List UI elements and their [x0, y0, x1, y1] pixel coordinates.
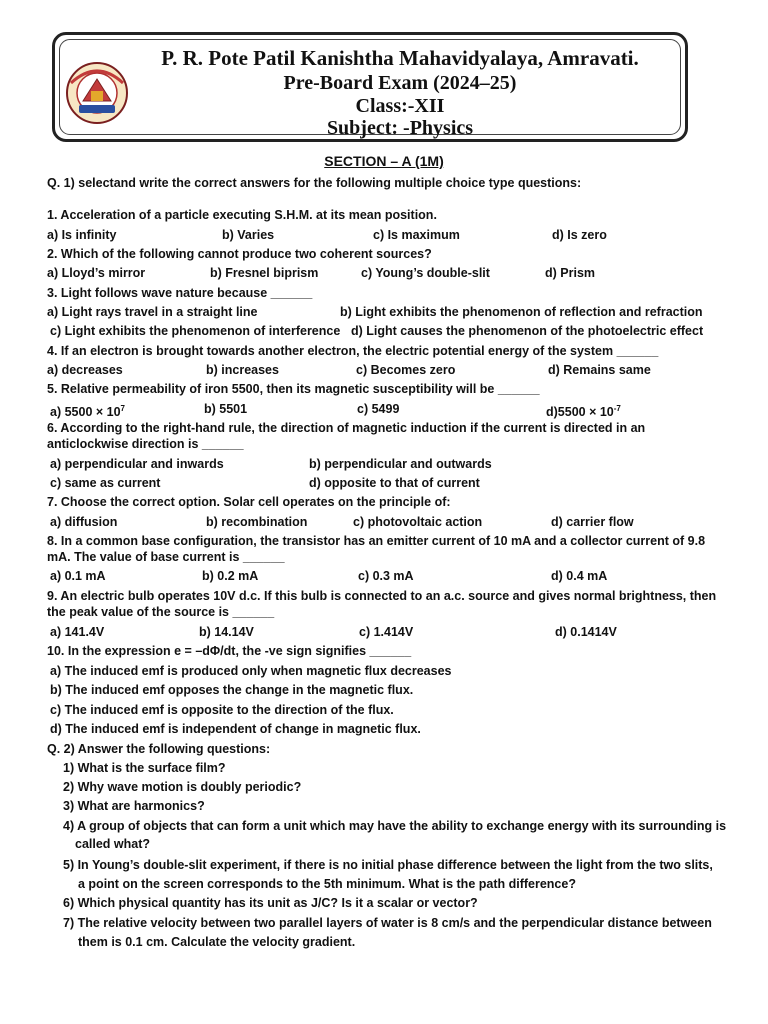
exam-title: Pre-Board Exam (2024–25) [283, 72, 517, 94]
q7-option-a: a) diffusion [50, 515, 118, 529]
q5-option-d-exponent: -7 [613, 404, 621, 413]
q7-option-d: d) carrier flow [551, 515, 634, 529]
section-title: SECTION – A (1M) [324, 153, 444, 169]
q1-option-b: b) Varies [222, 228, 275, 242]
question-7: 7. Choose the correct option. Solar cell operates on the principle of: [47, 495, 451, 509]
q1-option-d: d) Is zero [552, 228, 607, 242]
q5-option-a [50, 401, 125, 420]
q1-option-c: c) Is maximum [373, 228, 460, 242]
q6-option-b: b) perpendicular and outwards [309, 457, 492, 471]
question-1: 1. Acceleration of a particle executing S.H.M. at its mean position. [47, 208, 437, 222]
q2-item-1: 1) What is the surface film? [63, 761, 226, 775]
subject-label: Subject: -Physics [326, 117, 474, 139]
q1-option-a: a) Is infinity [47, 228, 117, 242]
q2-item-4-cont: called what? [75, 837, 151, 851]
q2-item-5-cont: a point on the screen corresponds to the 5th minimum. What is the path difference? [78, 877, 576, 891]
q3-option-a: a) Light rays travel in a straight line [47, 305, 258, 319]
q3-option-b: b) Light exhibits the phenomenon of reflection and refraction [340, 305, 703, 319]
q6-option-c: c) same as current [50, 476, 161, 490]
q6-option-d: d) opposite to that of current [309, 476, 480, 490]
q8-option-c: c) 0.3 mA [358, 569, 414, 583]
question-9-cont: the peak value of the source is ______ [47, 605, 275, 619]
q2-item-7: 7) The relative velocity between two parallel layers of water is 8 cm/s and the perpendicular distance between [63, 916, 712, 930]
q2-item-6: 6) Which physical quantity has its unit as J/C? Is it a scalar or vector? [63, 896, 478, 910]
q5-option-a-exponent: 7 [120, 404, 125, 413]
q2-option-d: d) Prism [545, 266, 596, 280]
q7-option-c: c) photovoltaic action [353, 515, 483, 529]
q2-item-3: 3) What are harmonics? [63, 799, 205, 813]
q8-option-b: b) 0.2 mA [202, 569, 259, 583]
q9-option-c: c) 1.414V [359, 625, 414, 639]
q10-option-b: b) The induced emf opposes the change in the magnetic flux. [50, 683, 414, 697]
question-4: 4. If an electron is brought towards another electron, the electric potential energy of the system ______ [47, 344, 659, 358]
question-8: 8. In a common base configuration, the transistor has an emitter current of 10 mA and a collector current of 9.8 [47, 534, 706, 548]
q4-option-a: a) decreases [47, 363, 123, 377]
q10-option-a: a) The induced emf is produced only when magnetic flux decreases [50, 664, 452, 678]
question-5: 5. Relative permeability of iron 5500, then its magnetic susceptibility will be ______ [47, 382, 540, 396]
q10-option-c: c) The induced emf is opposite to the direction of the flux. [50, 703, 394, 717]
q4-option-d: d) Remains same [548, 363, 651, 377]
question-6: 6. According to the right-hand rule, the direction of magnetic induction if the current is directed in an [47, 421, 646, 435]
school-name: P. R. Pote Patil Kanishtha Mahavidyalaya, Amravati. [161, 46, 639, 70]
question-8-cont: mA. The value of base current is ______ [47, 550, 285, 564]
q9-option-b: b) 14.14V [199, 625, 254, 639]
q2-item-4: 4) A group of objects that can form a unit which may have the ability to exchange energy with its surrounding is [63, 819, 727, 833]
q2-option-c: c) Young’s double-slit [361, 266, 490, 280]
class-label: Class:-XII [355, 95, 445, 117]
q4-option-b: b) increases [206, 363, 279, 377]
q6-option-a: a) perpendicular and inwards [50, 457, 224, 471]
q9-option-a: a) 141.4V [50, 625, 105, 639]
q5-option-c: c) 5499 [357, 402, 400, 416]
q5-option-d [546, 401, 621, 420]
question-9: 9. An electric bulb operates 10V d.c. If this bulb is connected to an a.c. source and gives normal brightness, then [47, 589, 717, 603]
q7-option-b: b) recombination [206, 515, 308, 529]
q2-option-a: a) Lloyd’s mirror [47, 266, 146, 280]
q3-option-c: c) Light exhibits the phenomenon of interference [50, 324, 341, 338]
q2-option-b: b) Fresnel biprism [210, 266, 319, 280]
q2-item-5: 5) In Young’s double-slit experiment, if there is no initial phase difference between the light from the two slits, [63, 858, 713, 872]
q2-instruction: Q. 2) Answer the following questions: [47, 742, 271, 756]
header-box [52, 32, 688, 142]
question-10: 10. In the expression e = –dΦ/dt, the -ve sign signifies ______ [47, 644, 412, 658]
q2-item-2: 2) Why wave motion is doubly periodic? [63, 780, 302, 794]
question-3: 3. Light follows wave nature because ______ [47, 286, 313, 300]
q5-option-b: b) 5501 [204, 402, 248, 416]
q8-option-a: a) 0.1 mA [50, 569, 106, 583]
question-2: 2. Which of the following cannot produce two coherent sources? [47, 247, 432, 261]
q1-instruction: Q. 1) selectand write the correct answers for the following multiple choice type questions: [47, 176, 582, 190]
q2-item-7-cont: them is 0.1 cm. Calculate the velocity gradient. [78, 935, 356, 949]
q5-option-d-text: d)5500 × 10 [546, 405, 614, 419]
q4-option-c: c) Becomes zero [356, 363, 456, 377]
q9-option-d: d) 0.1414V [555, 625, 617, 639]
question-6-cont: anticlockwise direction is ______ [47, 437, 244, 451]
q3-option-d: d) Light causes the phenomenon of the photoelectric effect [351, 324, 704, 338]
q5-option-a-text: a) 5500 × 10 [50, 405, 121, 419]
q8-option-d: d) 0.4 mA [551, 569, 608, 583]
q10-option-d: d) The induced emf is independent of change in magnetic flux. [50, 722, 421, 736]
